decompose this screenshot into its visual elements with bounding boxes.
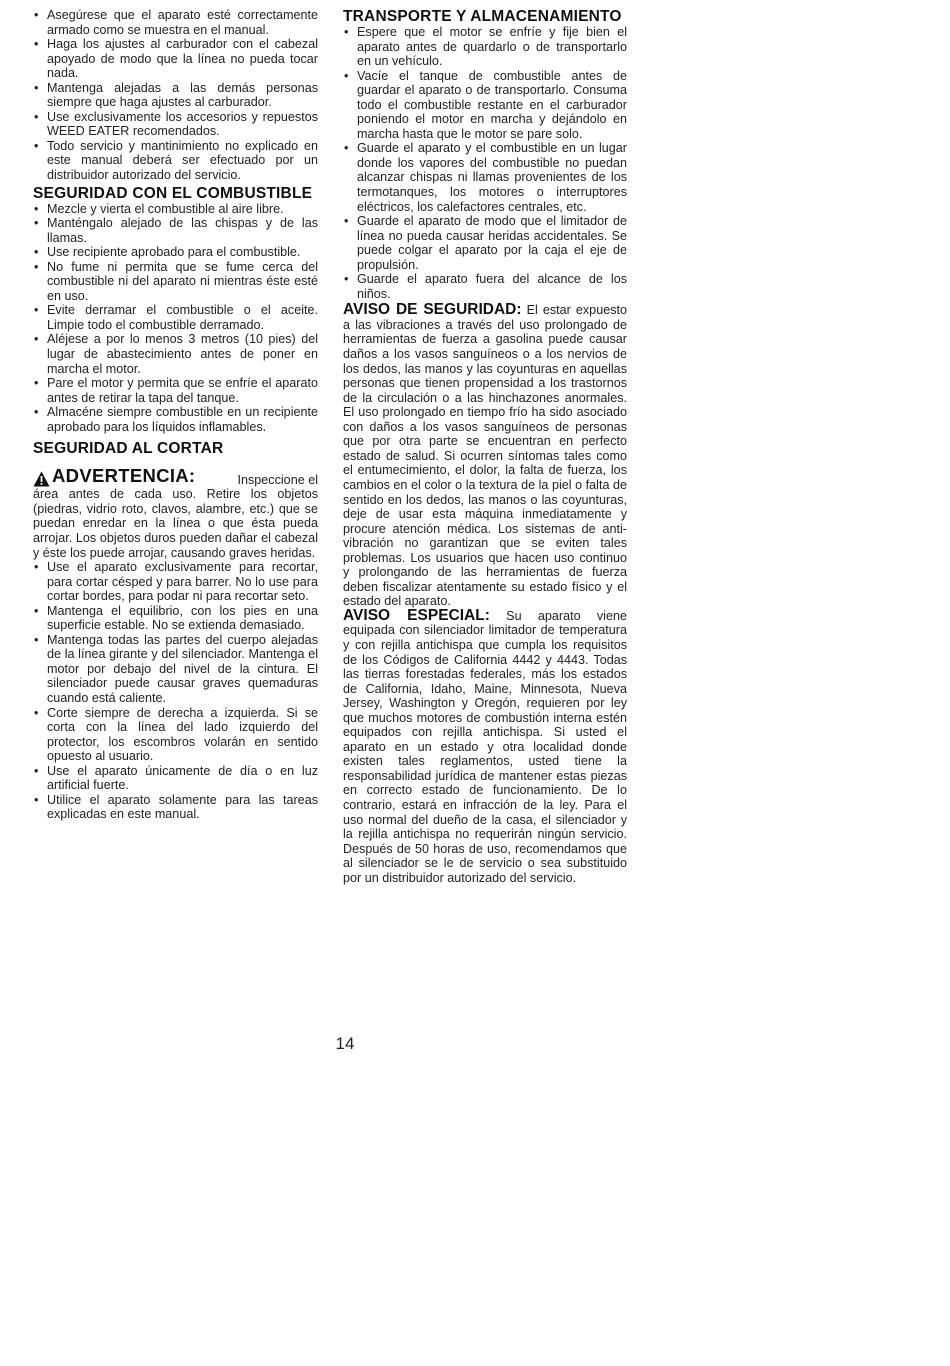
special-notice-lead: AVISO ESPECIAL:	[343, 606, 490, 624]
cutting-safety-heading: SEGURIDAD AL CORTAR	[33, 440, 224, 458]
list-item: • Utilice el aparato solamente para las tareas explicadas en este manual.	[33, 793, 318, 822]
warning-first-words: Inspeccione el	[237, 473, 318, 488]
fuel-safety-list	[33, 202, 318, 435]
list-item: • Vacíe el tanque de combustible antes de guardar el aparato o de transportarlo. Consuma todo el combustible restante en el carburador poniendo el motor en marcha y dejándolo en marcha hasta que le motor se pare solo.	[343, 69, 627, 142]
list-item: • Use el aparato únicamente de día o en luz artificial fuerte.	[33, 764, 318, 793]
list-item: • Mantenga alejadas a las demás personas siempre que haga ajustes al carburador.	[33, 81, 318, 110]
warning-text: área antes de cada uso. Retire los objetos (piedras, vidrio roto, clavos, alambre, etc.) que se puedan enredar en la línea o que ésta pueda arrojar. Los objetos duros pueden dañar el cabezal y éste los puede arrojar, causando graves heridas.	[33, 487, 318, 560]
warning-title: ADVERTENCIA:	[52, 465, 196, 487]
safety-notice-lead: AVISO DE SEGURIDAD:	[343, 301, 522, 319]
list-item: • Mezcle y vierta el combustible al aire libre.	[33, 202, 318, 217]
list-item: • Evite derramar el combustible o el aceite. Limpie todo el combustible derramado.	[33, 303, 318, 332]
list-item: • Corte siempre de derecha a izquierda. Si se corta con la línea del lado izquierdo del protector, los escombros volarán en sentido opuesto al usuario.	[33, 706, 318, 764]
list-item: • Mantenga todas las partes del cuerpo alejadas de la línea girante y del silenciador. Mantenga el motor por debajo del nivel de la cintura. El silenciador puede causar graves quemaduras cuando está caliente.	[33, 633, 318, 706]
list-item: • Haga los ajustes al carburador con el cabezal apoyado de modo que la línea no pueda tocar nada.	[33, 37, 318, 81]
fuel-safety-heading: SEGURIDAD CON EL COMBUSTIBLE	[33, 184, 313, 202]
list-item: • Asegúrese que el aparato esté correctamente armado como se muestra en el manual.	[33, 8, 318, 37]
transport-storage-heading: TRANSPORTE Y ALMACENAMIENTO	[343, 8, 622, 25]
list-item: • Espere que el motor se enfríe y fije bien el aparato antes de quardarlo o de transportarlo en un vehículo.	[343, 25, 627, 69]
list-item: • Aléjese a por lo menos 3 metros (10 pies) del lugar de abastecimiento antes de poner en marcha el motor.	[33, 332, 318, 376]
warning-header	[33, 465, 318, 487]
safety-notice-paragraph	[343, 303, 627, 608]
list-item: • Pare el motor y permita que se enfríe el aparato antes de retirar la tapa del tanque.	[33, 376, 318, 405]
list-item: • Use el aparato exclusivamente para recortar, para cortar césped y para barrer. No lo use para cortar bordes, para podar ni para recortar seto.	[33, 560, 318, 604]
list-item: • Manténgalo alejado de las chispas y de las llamas.	[33, 216, 318, 245]
list-item: • Todo servicio y mantinimiento no explicado en este manual deberá ser efectuado por un distribuidor autorizado del servicio.	[33, 139, 318, 183]
cutting-safety-list	[33, 560, 318, 822]
intro-list	[33, 8, 318, 183]
list-item: • Mantenga el equilibrio, con los pies en una superficie estable. No se extienda demasiado.	[33, 604, 318, 633]
left-column	[33, 8, 318, 822]
list-item: • Guarde el aparato y el combustible en un lugar donde los vapores del combustible no puedan alcanzar chispas ni llamas provenientes de los termotanques, los motores o interruptores eléctricos, los calefactores centrales, etc.	[343, 141, 627, 214]
page-number: 14	[335, 1034, 355, 1053]
transport-storage-list	[343, 25, 627, 301]
special-notice-text: Su aparato viene equipada con silenciador limitador de temperatura y con rejilla antichispa que cumpla los requisitos de los Códigos de California 4442 y 4443. Todas las tierras forestadas federales, más los estados de California, Idaho, Maine, Minnesota, Nueva Jersey, Washington y Oregón, requieren por ley que muchos motores de combustión interna estén equipados con rejilla antichispa. Si usted el aparato en un estado y otra localidad donde existen tales reglamentos, usted tiene la responsabilidad jurídica de mantener estas piezas en correcto estado de funcionamiento. De lo contrario, estará en infracción de la ley. Para el uso normal del dueño de la casa, el silenciador y la rejilla antichispa no requerirán ningún servicio. Después de 50 horas de uso, recomendamos que al silenciador se le de servicio o sea substituido por un distribuidor autorizado del servicio.	[343, 608, 627, 885]
list-item: • No fume ni permita que se fume cerca del combustible ni del aparato ni mientras éste esté en uso.	[33, 260, 318, 304]
list-item: • Use exclusivamente los accesorios y repuestos WEED EATER recomendados.	[33, 110, 318, 139]
list-item: • Guarde el aparato fuera del alcance de los niños.	[343, 272, 627, 301]
list-item: • Use recipiente aprobado para el combustible.	[33, 245, 318, 260]
list-item: • Guarde el aparato de modo que el limitador de línea no pueda causar heridas accidentales. Se puede colgar el aparato por la caja el eje de propulsión.	[343, 214, 627, 272]
special-notice-paragraph	[343, 606, 627, 885]
safety-notice-text: El estar expuesto a las vibraciones a través del uso prolongado de herramientas de fuerza a gasolina puede causar daños a los vasos sanguíneos o a los nervios de los dedos, las manos y las coyunturas en aquellas personas que tienen propensidad a los trastornos de la circulación o a las hinchazones anormales. El uso prolongado en tiempo frío ha sido asociado con daños a los vasos sanguíneos de personas que por otra parte se encuentran en perfecto estado de salud. Si ocurren síntomas tales como el entumecimiento, el dolor, la falta de fuerza, los cambios en el color o la textura de la piel o falta de sentido en los dedos, las manos o las coyunturas, deje de usar esta máquina inmediatamente y procure atención médica. Los sistemas de anti-vibración no garantizan que se eviten tales problemas. Los usuarios que hacen uso continuo y prolongando de las herramientas de fuerza deben fiscalizar atentamente su estado físico y el estado del aparato.	[343, 303, 627, 609]
list-item: • Almacéne siempre combustible en un recipiente aprobado para los líquidos inflamables.	[33, 405, 318, 434]
warning-triangle-icon	[33, 471, 50, 487]
right-column	[343, 8, 627, 885]
